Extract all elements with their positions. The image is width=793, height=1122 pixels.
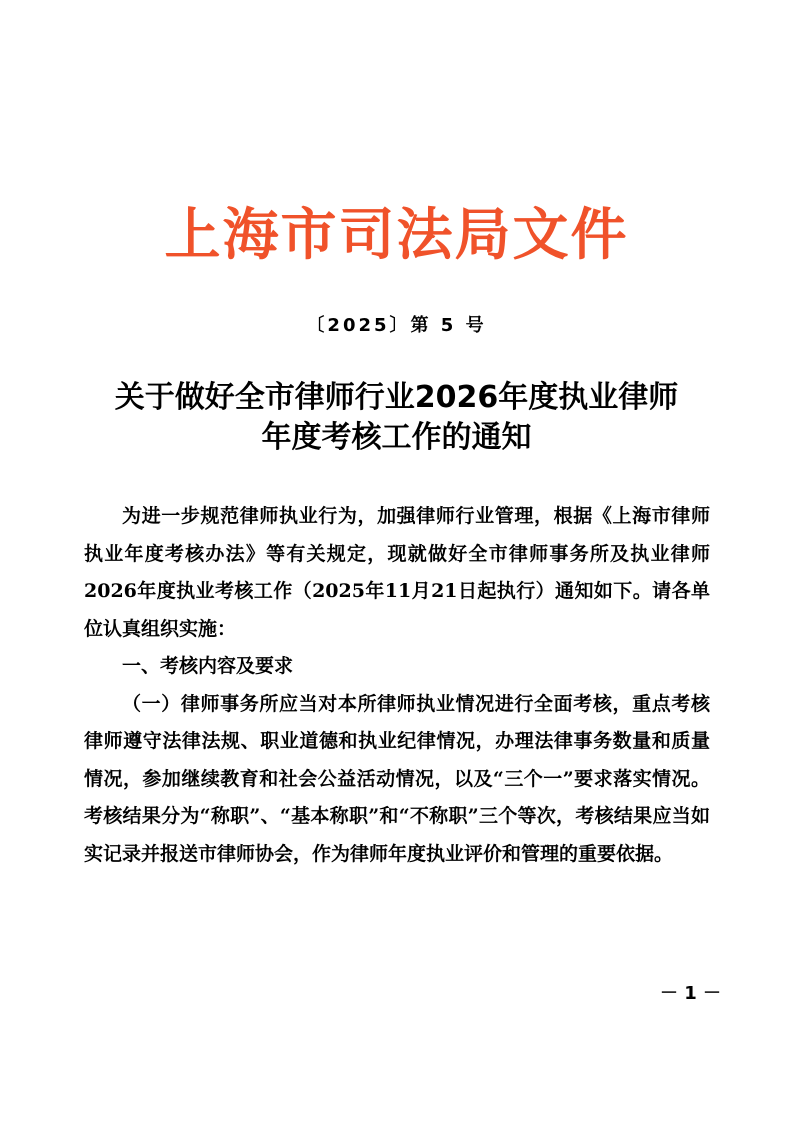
document-number: 〔2025〕第 5 号 [306,315,487,336]
section-heading: 一、考核内容及要求 [122,655,294,677]
document-body [84,498,710,873]
body-paragraph: （一）律师事务所应当对本所律师执业情况进行全面考核，重点考核律师遵守法律法规、职业道德和执业纪律情况，办理法律事务数量和质量情况，参加继续教育和社会公益活动情况，以及“三个一”要求落实情况。考核结果分为“称职”、“基本称职”和“不称职”三个等次，考核结果应当如实记录并报送市律师协会，作为律师年度执业评价和管理的重要依据。 [84,692,710,865]
title-line: 关于做好全市律师行业2026年度执业律师 [114,380,679,415]
document-header: 上海市司法局文件 [164,203,629,268]
page-number: － 1 － [660,983,722,1004]
body-paragraph: 为进一步规范律师执业行为，加强律师行业管理，根据《上海市律师执业年度考核办法》等有关规定，现就做好全市律师事务所及执业律师2026年度执业考核工作（2025年11月21日起执行）通知如下。请各单位认真组织实施： [84,505,710,640]
document-title [0,378,793,458]
title-line: 年度考核工作的通知 [261,420,532,455]
